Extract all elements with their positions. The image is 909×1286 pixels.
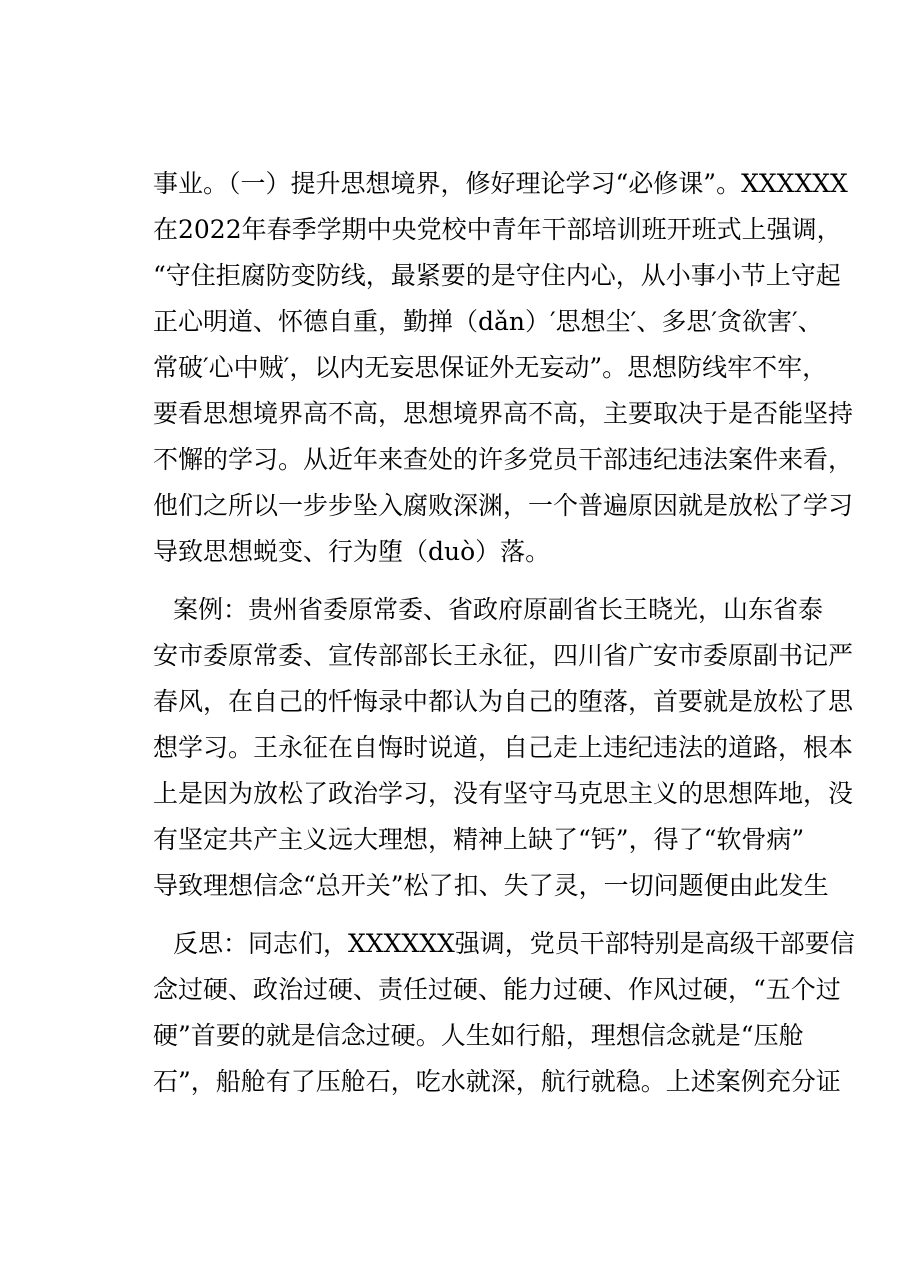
paragraph-1-line-5 xyxy=(0,345,909,391)
paragraph-2-line-4 xyxy=(0,725,909,771)
text-line: “守住拒腐防变防线，最紧要的是守住内心，从小事小节上守起 xyxy=(153,261,841,290)
text-line: 他们之所以一步步坠入腐败深渊，一个普遍原因就是放松了学习 xyxy=(153,491,854,520)
text-line: 反思：同志们，XXXXXX强调，党员干部特别是高级干部要信 xyxy=(173,929,855,958)
text-line: 石”，船舱有了压舱石，吃水就深，航行就稳。上述案例充分证 xyxy=(153,1067,841,1096)
paragraph-2-line-7 xyxy=(0,863,909,909)
text-line: 不懈的学习。从近年来查处的许多党员干部违纪违法案件来看， xyxy=(153,445,854,474)
paragraph-1-line-8 xyxy=(0,483,909,529)
paragraph-1-line-3 xyxy=(0,253,909,299)
paragraph-1-line-9 xyxy=(0,529,909,575)
text-line: 春风，在自己的忏悔录中都认为自己的堕落，首要就是放松了思 xyxy=(153,687,854,716)
paragraph-1-line-2 xyxy=(0,207,909,253)
paragraph-1-line-1 xyxy=(0,161,909,207)
paragraph-2-line-1 xyxy=(0,587,909,633)
text-line: 导致理想信念“总开关”松了扣、失了灵，一切问题便由此发生 xyxy=(153,871,829,900)
paragraph-1-line-6 xyxy=(0,391,909,437)
paragraph-1-line-4 xyxy=(0,299,909,345)
text-line: 在2022年春季学期中央党校中青年干部培训班开班式上强调， xyxy=(153,215,842,244)
paragraph-2-line-2 xyxy=(0,633,909,679)
text-line: 安市委原常委、宣传部部长王永征，四川省广安市委原副书记严 xyxy=(153,641,854,670)
paragraph-3-line-1 xyxy=(0,921,909,967)
text-line: 想学习。王永征在自悔时说道，自己走上违纪违法的道路，根本 xyxy=(153,733,854,762)
paragraph-3-line-2 xyxy=(0,967,909,1013)
text-line: 有坚定共产主义远大理想，精神上缺了“钙”，得了“软骨病” xyxy=(153,825,805,854)
text-line: 常破′心中贼′，以内无妄思保证外无妄动”。思想防线牢不牢， xyxy=(153,353,828,382)
text-line: 导致思想蜕变、行为堕（duò）落。 xyxy=(153,537,551,566)
text-line: 事业。（一）提升思想境界，修好理论学习“必修课”。XXXXXX xyxy=(153,169,848,198)
paragraph-3-line-4 xyxy=(0,1059,909,1105)
paragraph-3-line-3 xyxy=(0,1013,909,1059)
text-line: 要看思想境界高不高，思想境界高不高，主要取决于是否能坚持 xyxy=(153,399,854,428)
text-line: 念过硬、政治过硬、责任过硬、能力过硬、作风过硬，“五个过 xyxy=(153,975,841,1004)
paragraph-2-line-5 xyxy=(0,771,909,817)
text-line: 案例：贵州省委原常委、省政府原副省长王晓光，山东省泰 xyxy=(173,595,824,624)
text-line: 正心明道、怀德自重，勤掸（dǎn）′思想尘′、多思′贪欲害′、 xyxy=(153,307,823,336)
text-line: 上是因为放松了政治学习，没有坚守马克思主义的思想阵地，没 xyxy=(153,779,854,808)
paragraph-2-line-6 xyxy=(0,817,909,863)
paragraph-1-line-7 xyxy=(0,437,909,483)
text-line: 硬”首要的就是信念过硬。人生如行船，理想信念就是“压舱 xyxy=(153,1021,804,1050)
paragraph-2-line-3 xyxy=(0,679,909,725)
